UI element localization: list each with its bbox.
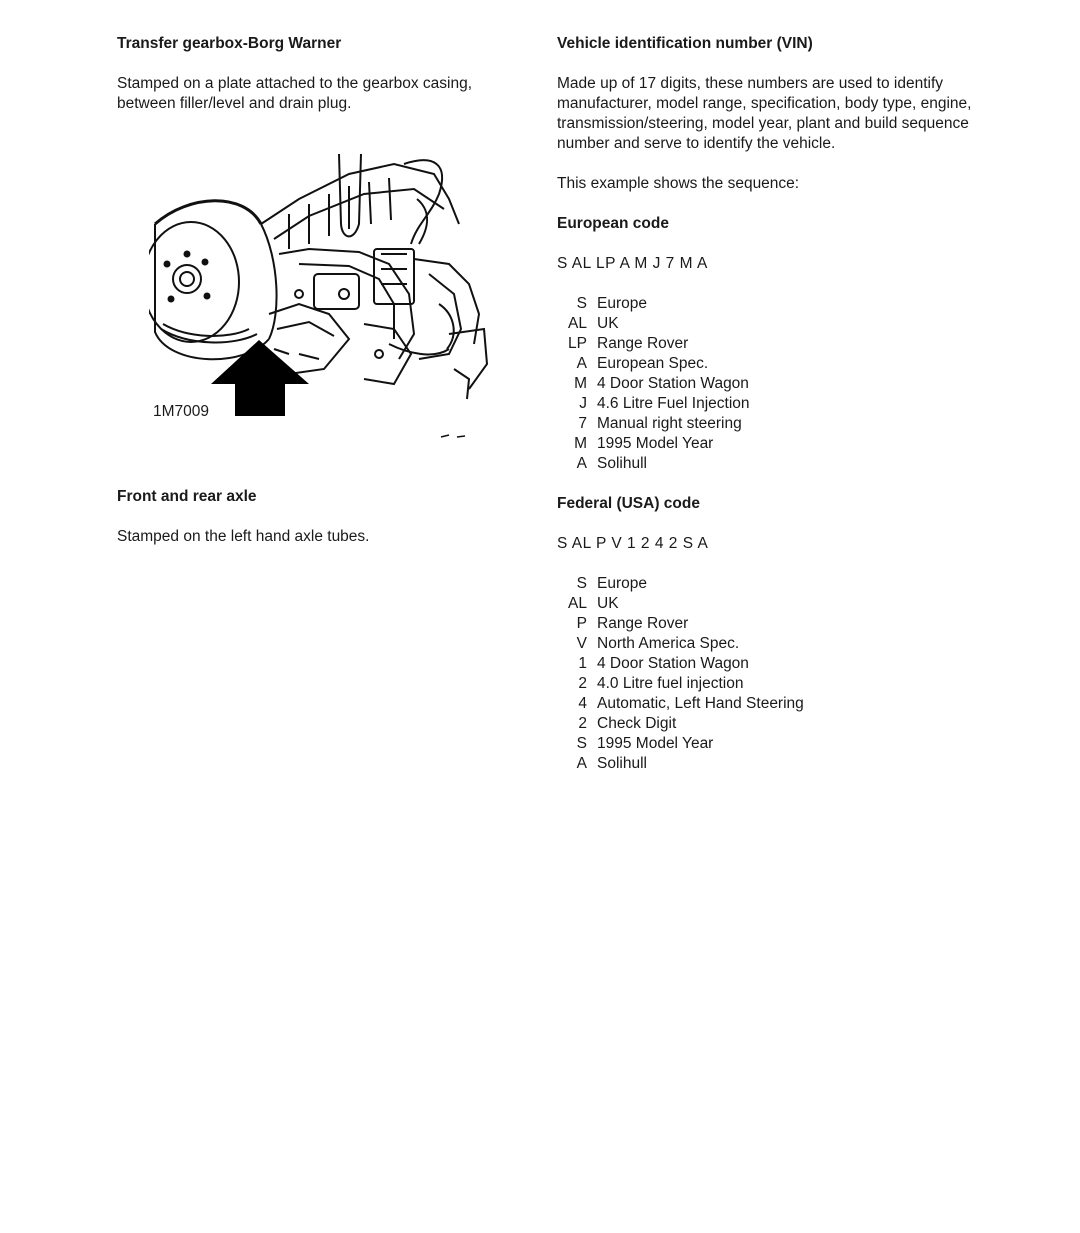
list-item xyxy=(557,594,977,614)
list-item xyxy=(557,654,977,674)
list-item xyxy=(557,314,977,334)
axle-text: Stamped on the left hand axle tubes. xyxy=(117,528,370,545)
code-value: 1995 Model Year xyxy=(597,435,714,452)
list-item xyxy=(557,674,977,694)
code-key: A xyxy=(576,355,587,372)
transfer-gearbox-heading: Transfer gearbox-Borg Warner xyxy=(117,35,342,52)
code-value: Europe xyxy=(597,575,647,592)
code-key: M xyxy=(574,375,587,392)
list-item xyxy=(557,714,977,734)
code-value: Automatic, Left Hand Steering xyxy=(597,695,804,712)
list-item xyxy=(557,414,977,434)
list-item xyxy=(557,374,977,394)
code-value: Manual right steering xyxy=(597,415,742,432)
code-key: A xyxy=(576,755,587,772)
european-code-sequence: S AL LP A M J 7 M A xyxy=(557,255,708,272)
code-key: AL xyxy=(568,595,587,612)
code-key: S xyxy=(576,735,587,752)
code-key: S xyxy=(576,575,587,592)
code-key: 1 xyxy=(578,655,587,672)
code-value: 1995 Model Year xyxy=(597,735,714,752)
list-item xyxy=(557,754,977,774)
code-value: Check Digit xyxy=(597,715,677,732)
code-key: S xyxy=(576,295,587,312)
list-item xyxy=(557,354,977,374)
code-value: Range Rover xyxy=(597,335,689,352)
list-item xyxy=(557,734,977,754)
code-key: M xyxy=(574,435,587,452)
list-item xyxy=(557,574,977,594)
code-key: J xyxy=(579,395,587,412)
code-value: 4 Door Station Wagon xyxy=(597,655,749,672)
left-column xyxy=(117,34,517,547)
code-key: 4 xyxy=(578,695,587,712)
code-value: Solihull xyxy=(597,455,647,472)
code-key: 2 xyxy=(578,715,587,732)
list-item xyxy=(557,454,977,474)
right-column xyxy=(557,34,977,774)
axle-heading: Front and rear axle xyxy=(117,488,257,505)
code-key: 2 xyxy=(578,675,587,692)
vin-example-intro: This example shows the sequence: xyxy=(557,175,800,192)
federal-code-heading: Federal (USA) code xyxy=(557,495,700,512)
transfer-gearbox-figure xyxy=(149,154,489,454)
code-key: AL xyxy=(568,315,587,332)
code-value: Solihull xyxy=(597,755,647,772)
code-value: North America Spec. xyxy=(597,635,740,652)
code-value: UK xyxy=(597,595,619,612)
federal-code-list xyxy=(557,574,977,774)
list-item xyxy=(557,614,977,634)
list-item xyxy=(557,394,977,414)
european-code-list xyxy=(557,294,977,474)
list-item xyxy=(557,294,977,314)
list-item xyxy=(557,634,977,654)
code-value: 4.0 Litre fuel injection xyxy=(597,675,744,692)
code-key: V xyxy=(576,635,587,652)
transfer-gearbox-text: Stamped on a plate attached to the gearbox casing, between filler/level and drain plug. xyxy=(117,75,473,112)
code-key: P xyxy=(576,615,587,632)
list-item xyxy=(557,694,977,714)
vin-heading: Vehicle identification number (VIN) xyxy=(557,35,813,52)
code-value: Europe xyxy=(597,295,647,312)
code-value: European Spec. xyxy=(597,355,709,372)
vin-text: Made up of 17 digits, these numbers are used to identify manufacturer, model range, specification, body type, engine, transmission/steering, model year, plant and build sequence number and serve to identify the vehicle. xyxy=(557,75,972,152)
code-value: UK xyxy=(597,315,619,332)
code-key: 7 xyxy=(578,415,587,432)
code-value: Range Rover xyxy=(597,615,689,632)
code-value: 4 Door Station Wagon xyxy=(597,375,749,392)
federal-code-sequence: S AL P V 1 2 4 2 S A xyxy=(557,535,709,552)
list-item xyxy=(557,334,977,354)
code-key: LP xyxy=(568,335,587,352)
list-item xyxy=(557,434,977,454)
code-key: A xyxy=(576,455,587,472)
code-value: 4.6 Litre Fuel Injection xyxy=(597,395,750,412)
european-code-heading: European code xyxy=(557,215,669,232)
figure-caption: 1M7009 xyxy=(153,403,210,420)
